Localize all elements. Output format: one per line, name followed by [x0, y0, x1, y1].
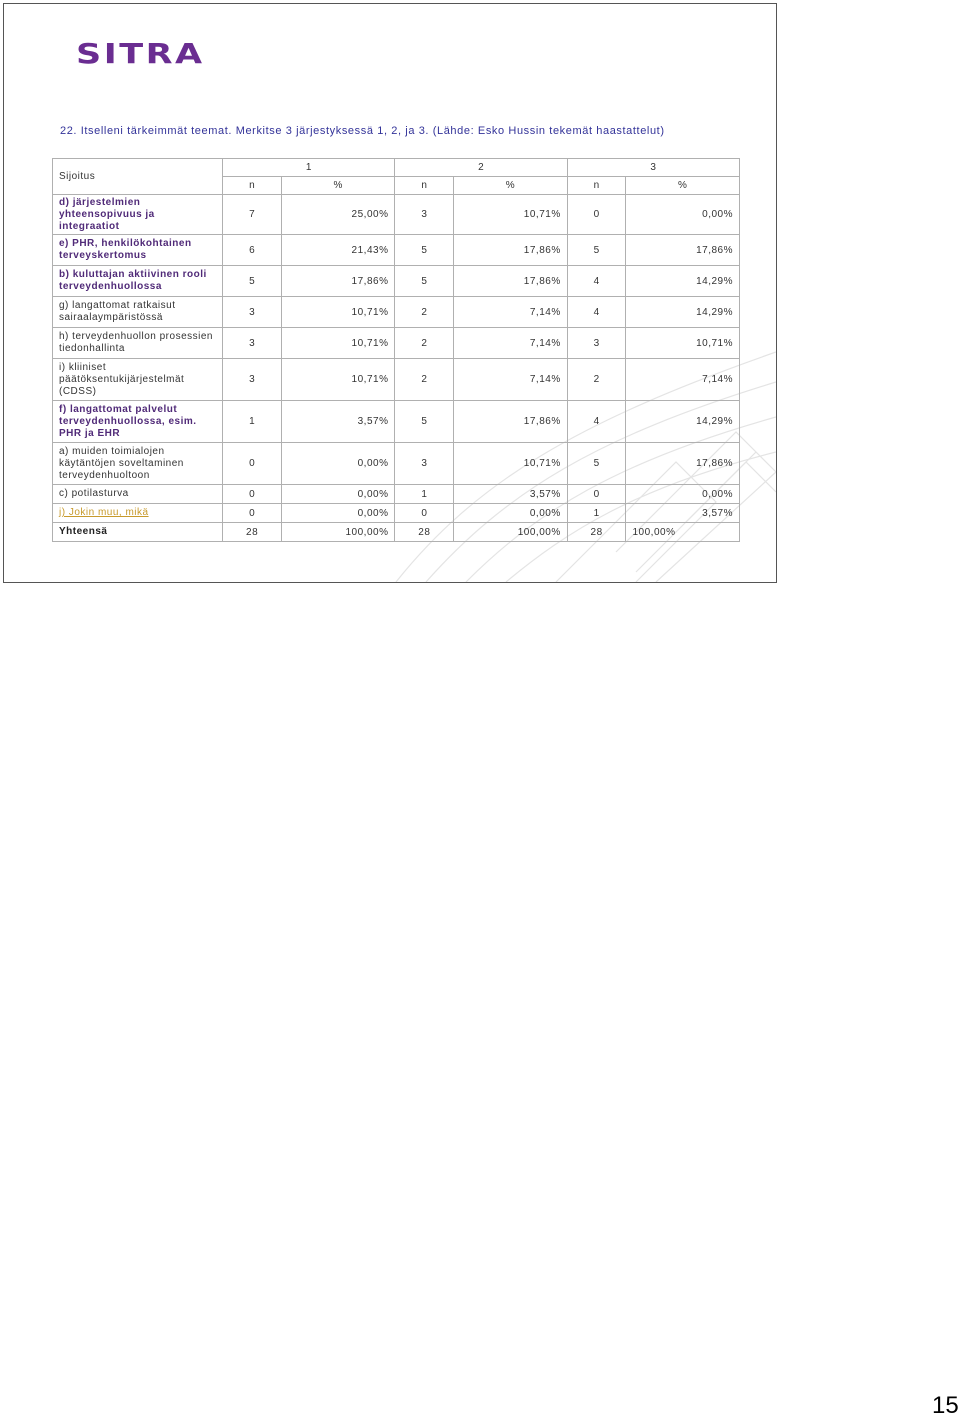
table-header-groups: [53, 159, 740, 177]
sub-header: %: [454, 177, 567, 195]
row-label: f) langattomat palvelut terveydenhuollossa, esim. PHR ja EHR: [53, 401, 223, 443]
group-header: 3: [567, 159, 739, 177]
cell: 3,57%: [281, 401, 394, 443]
row-label: a) muiden toimialojen käytäntöjen soveltaminen terveydenhuoltoon: [53, 443, 223, 485]
cell: 6: [223, 235, 282, 266]
cell: 7,14%: [454, 359, 567, 401]
slide-heading: 22. Itselleni tärkeimmät teemat. Merkitse 3 järjestyksessä 1, 2, ja 3. (Lähde: Esko Hussin tekemät haastattelut): [60, 125, 665, 137]
cell: 10,71%: [454, 195, 567, 235]
cell: 17,86%: [626, 443, 740, 485]
cell: 0: [567, 195, 626, 235]
table-row: [53, 195, 740, 235]
cell: 100,00%: [281, 523, 394, 542]
cell: 0: [395, 504, 454, 523]
sub-header: n: [223, 177, 282, 195]
cell: 5: [395, 266, 454, 297]
row-label: h) terveydenhuollon prosessien tiedonhallinta: [53, 328, 223, 359]
table-row: [53, 266, 740, 297]
cell: 17,86%: [626, 235, 740, 266]
cell: 5: [567, 235, 626, 266]
cell: 28: [567, 523, 626, 542]
cell: 1: [223, 401, 282, 443]
slide: [3, 3, 777, 583]
cell: 5: [223, 266, 282, 297]
row-label[interactable]: [53, 504, 223, 523]
cell: 7: [223, 195, 282, 235]
cell: 21,43%: [281, 235, 394, 266]
cell: 2: [395, 297, 454, 328]
table-row: [53, 485, 740, 504]
cell: 7,14%: [454, 328, 567, 359]
cell: 3: [567, 328, 626, 359]
table-row: [53, 235, 740, 266]
cell: 17,86%: [454, 401, 567, 443]
cell: 0: [223, 485, 282, 504]
row-label: b) kuluttajan aktiivinen rooli terveydenhuollossa: [53, 266, 223, 297]
cell: 5: [567, 443, 626, 485]
cell: 0,00%: [281, 504, 394, 523]
table-row: [53, 401, 740, 443]
cell: 4: [567, 401, 626, 443]
page-number: 15: [932, 1392, 959, 1419]
group-header: 2: [395, 159, 567, 177]
cell: 2: [567, 359, 626, 401]
cell: 100,00%: [454, 523, 567, 542]
table-row: [53, 504, 740, 523]
sub-header: %: [281, 177, 394, 195]
cell: 10,71%: [626, 328, 740, 359]
cell: 4: [567, 297, 626, 328]
cell: 0,00%: [626, 485, 740, 504]
cell: 7,14%: [454, 297, 567, 328]
cell: 2: [395, 328, 454, 359]
cell: 3: [223, 359, 282, 401]
cell: 14,29%: [626, 266, 740, 297]
cell: 28: [223, 523, 282, 542]
sub-header: %: [626, 177, 740, 195]
sitra-logo: SITRA: [76, 37, 205, 70]
row-label: c) potilasturva: [53, 485, 223, 504]
table-row: [53, 328, 740, 359]
cell: 3,57%: [454, 485, 567, 504]
table-row: [53, 297, 740, 328]
row-label: d) järjestelmien yhteensopivuus ja integraatiot: [53, 195, 223, 235]
cell: 0,00%: [281, 485, 394, 504]
cell: 0,00%: [281, 443, 394, 485]
cell: 3: [395, 195, 454, 235]
cell: 100,00%: [626, 523, 740, 542]
cell: 0: [567, 485, 626, 504]
row-label: Yhteensä: [53, 523, 223, 542]
cell: 3: [395, 443, 454, 485]
row-label: e) PHR, henkilökohtainen terveyskertomus: [53, 235, 223, 266]
cell: 2: [395, 359, 454, 401]
cell: 28: [395, 523, 454, 542]
cell: 10,71%: [281, 359, 394, 401]
table-row: [53, 443, 740, 485]
cell: 0: [223, 443, 282, 485]
cell: 10,71%: [281, 297, 394, 328]
cell: 5: [395, 235, 454, 266]
cell: 10,71%: [281, 328, 394, 359]
cell: 7,14%: [626, 359, 740, 401]
row-label: i) kliiniset päätöksentukijärjestelmät (CDSS): [53, 359, 223, 401]
group-header: 1: [223, 159, 395, 177]
cell: 14,29%: [626, 401, 740, 443]
table-row: [53, 359, 740, 401]
sub-header: n: [395, 177, 454, 195]
cell: 17,86%: [454, 266, 567, 297]
ranking-table: [52, 158, 740, 542]
cell: 3: [223, 328, 282, 359]
cell: 3: [223, 297, 282, 328]
cell: 14,29%: [626, 297, 740, 328]
cell: 1: [567, 504, 626, 523]
cell: 0: [223, 504, 282, 523]
table-row-total: [53, 523, 740, 542]
row-label: g) langattomat ratkaisut sairaalaympäristössä: [53, 297, 223, 328]
corner-label: Sijoitus: [53, 159, 223, 195]
cell: 0,00%: [454, 504, 567, 523]
row-label-link[interactable]: j) Jokin muu, mikä: [59, 507, 149, 518]
sub-header: n: [567, 177, 626, 195]
cell: 3,57%: [626, 504, 740, 523]
cell: 10,71%: [454, 443, 567, 485]
cell: 0,00%: [626, 195, 740, 235]
cell: 4: [567, 266, 626, 297]
cell: 17,86%: [454, 235, 567, 266]
cell: 5: [395, 401, 454, 443]
cell: 1: [395, 485, 454, 504]
cell: 25,00%: [281, 195, 394, 235]
cell: 17,86%: [281, 266, 394, 297]
